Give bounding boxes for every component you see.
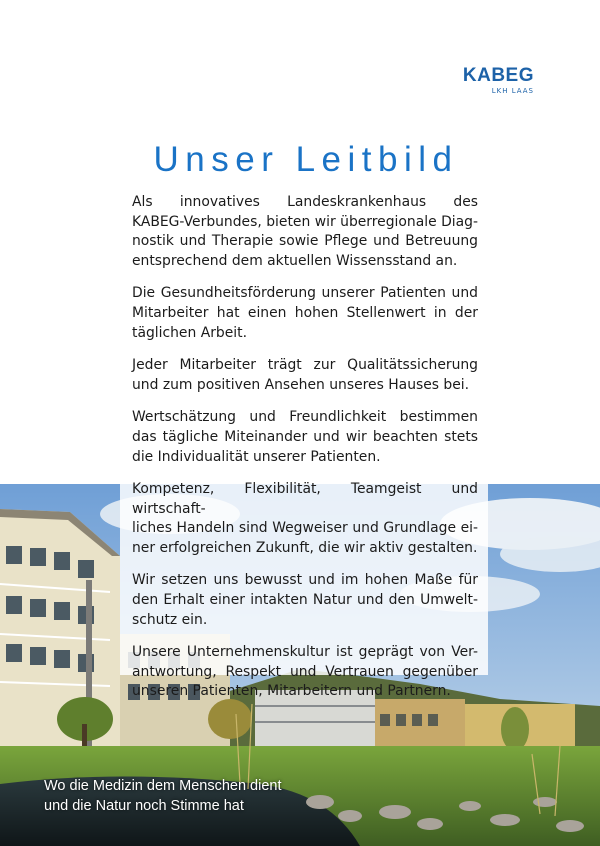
text-line: Mitarbeiter hat einen hohen Stellenwert in der [132, 305, 478, 322]
paragraph [132, 408, 478, 467]
text-line: Als innovatives Landeskrankenhaus des [132, 194, 478, 210]
text-line: Unsere Unternehmenskultur ist geprägt von Ver- [132, 643, 478, 660]
paragraph [132, 356, 478, 395]
paragraph [132, 284, 478, 343]
text-line: schutz ein. [132, 611, 208, 628]
paragraph [132, 193, 478, 272]
text-line: Kompetenz, Flexibilität, Teamgeist und wirtschaft- [132, 480, 478, 517]
paragraph [132, 643, 478, 702]
paragraph [132, 480, 478, 559]
logo-subtitle: LKH LAAS [491, 87, 534, 95]
text-line: Wertschätzung und Freundlichkeit bestimmen [132, 409, 478, 426]
text-line: und zum positiven Ansehen unseres Hauses bei. [132, 376, 470, 393]
text-line: ner erfolgreichen Zukunft, die wir aktiv gestalten. [132, 539, 478, 556]
mission-statement [132, 193, 478, 715]
text-line: die Individualität unserer Patienten. [132, 448, 381, 465]
text-line: antwortung, Respekt und Vertrauen gegenüber [132, 663, 478, 680]
text-line: liches Handeln sind Wegweiser und Grundlage ei- [132, 520, 478, 537]
text-line: Wir setzen uns bewusst und im hohen Maße für [132, 572, 478, 589]
kabeg-logo [454, 66, 534, 95]
text-line: nostik und Therapie sowie Pflege und Betreuung [132, 233, 478, 250]
slogan-line-1: Wo die Medizin dem Menschen dient [44, 778, 282, 794]
text-line: unseren Patienten, Mitarbeitern und Partnern. [132, 683, 451, 700]
logo-wordmark: KABEG [462, 65, 534, 86]
text-line: KABEG-Verbundes, bieten wir überregionale Diag- [132, 213, 478, 230]
slogan [44, 777, 344, 816]
text-line: den Erhalt einer intakten Natur und den Umwelt- [132, 591, 478, 608]
text-line: Jeder Mitarbeiter trägt zur Qualitätssicherung [132, 357, 478, 374]
slogan-line-2: und die Natur noch Stimme hat [44, 797, 244, 814]
text-line: Die Gesundheitsförderung unserer Patienten und [132, 285, 478, 302]
paragraph [132, 571, 478, 630]
page-title: Unser Leitbild [153, 140, 459, 179]
text-line: das tägliche Miteinander und wir beachten stets [132, 428, 478, 445]
text-line: täglichen Arbeit. [132, 324, 247, 341]
text-line: entsprechend dem aktuellen Wissensstand an. [132, 253, 458, 270]
